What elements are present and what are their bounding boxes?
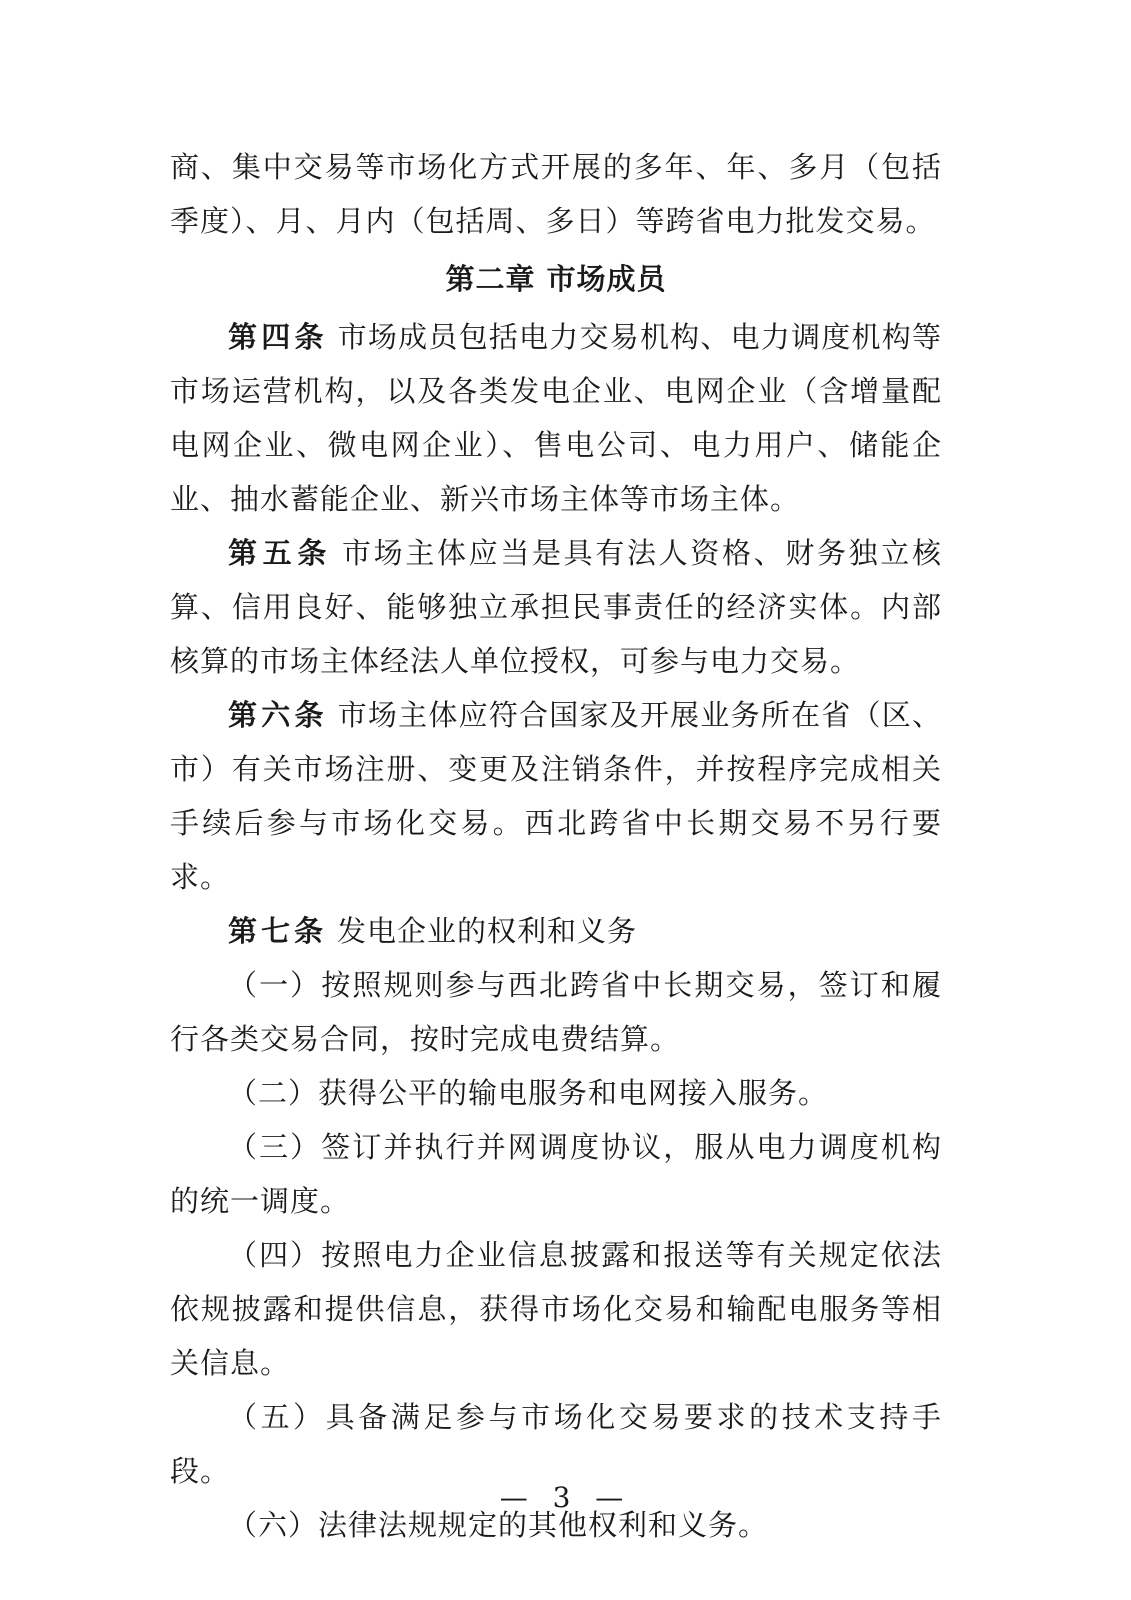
list-item: （二）获得公平的输电服务和电网接入服务。	[228, 1076, 829, 1110]
chapter-heading: 第二章 市场成员	[445, 262, 667, 296]
article-7-text: 发电企业的权利和义务	[337, 914, 638, 948]
list-item: （三）签订并执行并网调度协议，服从电力调度机构的统一调度。	[170, 1130, 942, 1218]
list-item: （四）按照电力企业信息披露和报送等有关规定依法依规披露和提供信息，获得市场化交易和输配电服务等相关信息。	[170, 1238, 942, 1380]
article-5-label: 第五条	[228, 536, 332, 570]
page-content	[170, 140, 942, 1552]
intro-paragraph: 商、集中交易等市场化方式开展的多年、年、多月（包括季度）、月、月内（包括周、多日）等跨省电力批发交易。	[170, 150, 942, 238]
list-item: （五）具备满足参与市场化交易要求的技术支持手段。	[170, 1400, 942, 1488]
article-6-label: 第六条	[228, 698, 328, 732]
article-4-label: 第四条	[228, 320, 328, 354]
article-4	[170, 310, 942, 526]
article-7-label: 第七条	[228, 914, 328, 948]
article-5-text: 市场主体应当是具有法人资格、财务独立核算、信用良好、能够独立承担民事责任的经济实体。内部核算的市场主体经法人单位授权，可参与电力交易。	[170, 536, 942, 678]
list-item: （一）按照规则参与西北跨省中长期交易，签订和履行各类交易合同，按时完成电费结算。	[170, 968, 942, 1056]
article-6	[170, 688, 942, 904]
article-6-text: 市场主体应符合国家及开展业务所在省（区、市）有关市场注册、变更及注销条件，并按程序完成相关手续后参与市场化交易。西北跨省中长期交易不另行要求。	[170, 698, 942, 894]
article-4-text: 市场成员包括电力交易机构、电力调度机构等市场运营机构，以及各类发电企业、电网企业（含增量配电网企业、微电网企业）、售电公司、电力用户、储能企业、抽水蓄能企业、新兴市场主体等市场主体。	[170, 320, 942, 516]
page-number: — 3 —	[499, 1481, 632, 1514]
list-item: （六）法律法规规定的其他权利和义务。	[228, 1508, 769, 1542]
article-5	[170, 526, 942, 688]
article-7	[170, 904, 942, 958]
